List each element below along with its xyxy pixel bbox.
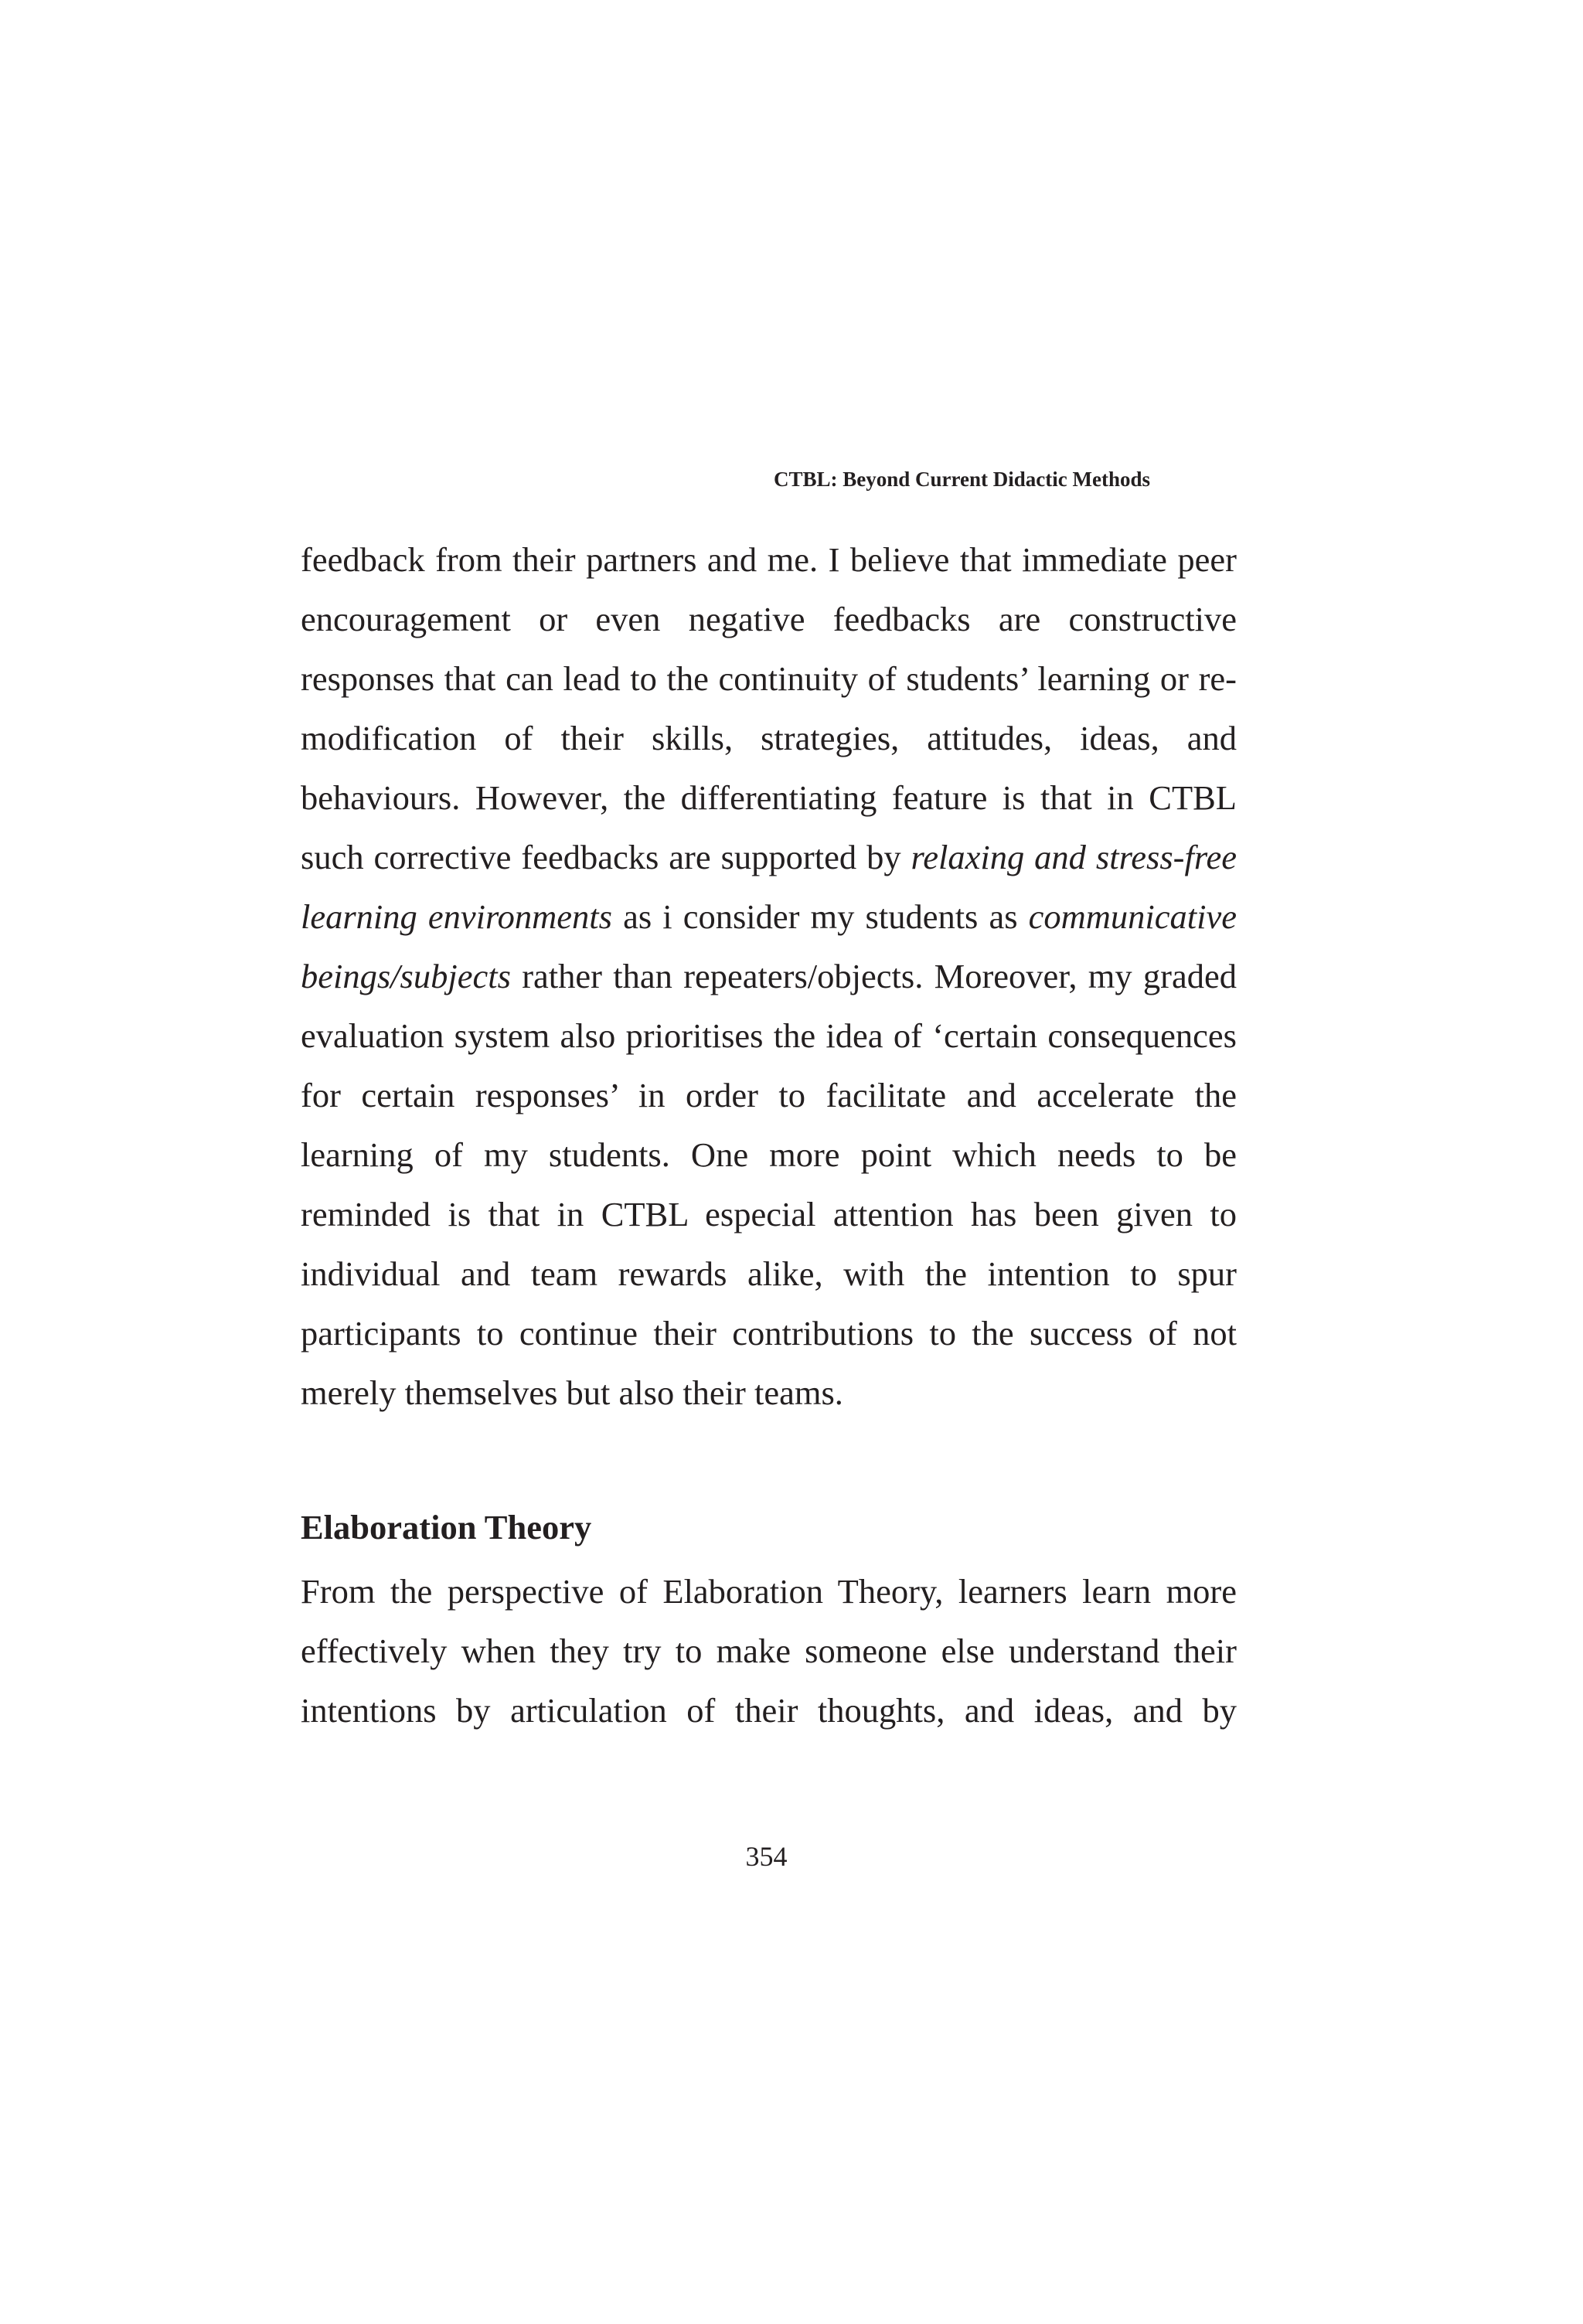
text-line: individual and team rewards alike, with the intention to spur	[301, 1254, 1237, 1293]
italic-phrase: learning environments	[301, 897, 612, 936]
text-line: merely themselves but also their teams.	[301, 1373, 843, 1412]
text-line: behaviours. However, the differentiating feature is that in CTBL	[301, 778, 1237, 817]
text-line: From the perspective of Elaboration Theory, learners learn more	[301, 1572, 1237, 1611]
section-heading: Elaboration Theory	[301, 1508, 592, 1546]
text-line: reminded is that in CTBL especial attention has been given to	[301, 1195, 1237, 1233]
text-line: for certain responses’ in order to facilitate and accelerate the	[301, 1076, 1237, 1114]
text-line: learning environments as i consider my students as communicative	[301, 897, 1237, 936]
text-line: modification of their skills, strategies, attitudes, ideas, and	[301, 719, 1237, 757]
text-line: encouragement or even negative feedbacks are constructive	[301, 600, 1237, 638]
italic-phrase: relaxing and stress-free	[911, 838, 1237, 876]
text-line: effectively when they try to make someone else understand their	[301, 1632, 1237, 1670]
text-line: participants to continue their contributions to the success of not	[301, 1314, 1237, 1353]
italic-phrase: communicative	[1028, 897, 1237, 936]
page-number: 354	[745, 1841, 788, 1872]
text-line: evaluation system also prioritises the idea of ‘certain consequences	[301, 1016, 1237, 1055]
italic-phrase: beings/subjects	[301, 957, 511, 995]
text-line: such corrective feedbacks are supported by relaxing and stress-free	[301, 838, 1237, 876]
text-line: intentions by articulation of their thoughts, and ideas, and by	[301, 1691, 1237, 1730]
body-paragraph-1	[301, 530, 1237, 1423]
body-paragraph-2	[301, 1562, 1237, 1740]
text-line: responses that can lead to the continuity of students’ learning or re-	[301, 659, 1237, 698]
text-line: learning of my students. One more point which needs to be	[301, 1135, 1237, 1174]
text-line: beings/subjects rather than repeaters/objects. Moreover, my graded	[301, 957, 1237, 995]
running-header: CTBL: Beyond Current Didactic Methods	[774, 468, 1151, 491]
text-line: feedback from their partners and me. I believe that immediate peer	[301, 540, 1237, 579]
